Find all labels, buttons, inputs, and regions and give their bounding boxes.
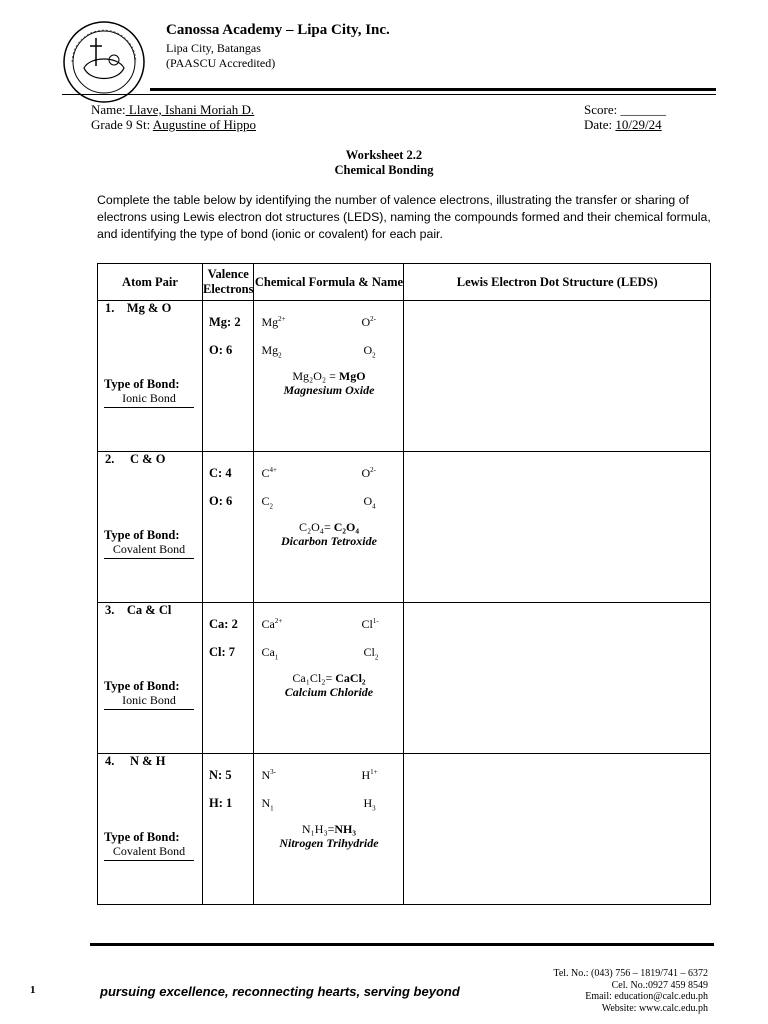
- subscript-second: $O_4$: [363, 494, 376, 511]
- type-of-bond-value: Ionic Bond: [104, 693, 194, 710]
- page-number: 1: [30, 984, 36, 996]
- grade-value: Augustine of Hippo: [152, 117, 257, 132]
- valence-second: O: 6: [209, 343, 233, 357]
- footer-rule: [90, 943, 714, 946]
- instructions: Complete the table below by identifying the number of valence electrons, illustrating the transfer or sharing of electrons using Lewis electron dot structures (LEDS), naming the compounds formed and their chemical formula, and identifying the type of bond (ionic or covalent) for each pair.: [97, 193, 711, 241]
- atom-pair: 4. N & H: [105, 754, 166, 768]
- subscript-first: $Ca_1$: [261, 645, 279, 662]
- school-location: Lipa City, Batangas: [166, 41, 261, 55]
- formula-cell: [254, 603, 404, 754]
- subscript-second: $Cl_2$: [363, 645, 379, 662]
- valence-cell: [203, 301, 254, 452]
- header-atom-pair: Atom Pair: [98, 264, 203, 301]
- school-name: Canossa Academy – Lipa City, Inc.: [166, 22, 390, 38]
- formula: Ca₁Cl₂= CaCl₂: [292, 671, 366, 685]
- header-valence: Valence Electrons: [203, 264, 254, 301]
- valence-first: N: 5: [209, 768, 232, 782]
- type-of-bond-value: Ionic Bond: [104, 391, 194, 408]
- school-accreditation: (PAASCU Accredited): [166, 56, 276, 70]
- compound-name: Nitrogen Trihydride: [279, 836, 379, 850]
- leds-cell[interactable]: [404, 603, 711, 754]
- date-value: 10/29/24: [615, 117, 662, 132]
- grade-label: Grade 9 St:: [91, 117, 151, 132]
- bonding-table: [97, 263, 711, 905]
- ion-first: $Ca^{2+}$: [261, 617, 283, 631]
- subscript-second: $O_2$: [363, 343, 376, 360]
- table-header-row: [98, 264, 711, 301]
- score-label: Score:: [584, 102, 618, 117]
- atom-pair-cell: [98, 603, 203, 754]
- worksheet-topic: Chemical Bonding: [334, 163, 434, 177]
- valence-second: Cl: 7: [209, 645, 236, 659]
- header-rule-thin: [62, 94, 716, 95]
- valence-second: O: 6: [209, 494, 233, 508]
- date-label: Date:: [584, 117, 613, 132]
- compound-name: Calcium Chloride: [284, 685, 374, 699]
- score-field: [584, 102, 666, 118]
- date-field: [584, 117, 662, 133]
- score-value: _______: [620, 102, 666, 117]
- formula-cell: [254, 452, 404, 603]
- contact-info: [553, 968, 708, 1014]
- ion-second: $Cl^{1-}$: [361, 617, 379, 631]
- ion-first: $C^{4+}$: [261, 466, 277, 480]
- ion-first: $N^{3-}$: [261, 768, 276, 782]
- school-logo: [62, 20, 146, 104]
- grade-field: [91, 117, 256, 133]
- subscript-first: $N_1$: [261, 796, 274, 813]
- table-row: [98, 754, 711, 905]
- subscript-first: $Mg_2$: [261, 343, 282, 360]
- school-motto: pursuing excellence, reconnecting hearts, serving beyond: [100, 984, 460, 999]
- subscript-second: $H_3$: [363, 796, 376, 813]
- atom-pair-cell: [98, 754, 203, 905]
- formula: C₂O₄= C₂O₄: [298, 520, 359, 534]
- valence-cell: [203, 603, 254, 754]
- formula: N₁H₃=NH₃: [301, 822, 356, 836]
- contact-website: Website: www.calc.edu.ph: [601, 1002, 708, 1014]
- header-rule: [150, 88, 716, 91]
- ion-second: $O^{2-}$: [361, 315, 376, 329]
- leds-cell[interactable]: [404, 452, 711, 603]
- table-row: [98, 452, 711, 603]
- type-of-bond-value: Covalent Bond: [104, 844, 194, 861]
- valence-first: C: 4: [209, 466, 232, 480]
- compound-name: Magnesium Oxide: [283, 383, 375, 397]
- ion-first: $Mg^{2+}$: [261, 315, 286, 329]
- atom-pair-cell: [98, 452, 203, 603]
- name-label: Name:: [91, 102, 126, 117]
- type-of-bond-label: Type of Bond:: [104, 528, 180, 542]
- atom-pair-cell: [98, 301, 203, 452]
- atom-pair: 3. Ca & Cl: [105, 603, 172, 617]
- type-of-bond-label: Type of Bond:: [104, 377, 180, 391]
- valence-first: Ca: 2: [209, 617, 238, 631]
- atom-pair: 1. Mg & O: [105, 301, 172, 315]
- subscript-first: $C_2$: [261, 494, 273, 511]
- type-of-bond-label: Type of Bond:: [104, 679, 180, 693]
- header-formula: Chemical Formula & Name: [254, 264, 404, 301]
- compound-name: Dicarbon Tetroxide: [281, 534, 377, 548]
- formula-cell: [254, 301, 404, 452]
- leds-cell[interactable]: [404, 754, 711, 905]
- header-leds: Lewis Electron Dot Structure (LEDS): [404, 264, 711, 301]
- type-of-bond-label: Type of Bond:: [104, 830, 180, 844]
- ion-second: $H^{1+}$: [361, 768, 378, 782]
- leds-cell[interactable]: [404, 301, 711, 452]
- name-value: Llave, Ishani Moriah D.: [125, 102, 255, 117]
- table-row: [98, 603, 711, 754]
- worksheet-number: Worksheet 2.2: [345, 148, 423, 162]
- formula-cell: [254, 754, 404, 905]
- valence-second: H: 1: [209, 796, 233, 810]
- ion-second: $O^{2-}$: [361, 466, 376, 480]
- name-field: [91, 102, 254, 118]
- table-row: [98, 301, 711, 452]
- atom-pair: 2. C & O: [105, 452, 166, 466]
- formula: Mg₂O₂ = MgO: [292, 369, 366, 383]
- contact-cel: Cel. No.:0927 459 8549: [611, 979, 708, 991]
- valence-cell: [203, 452, 254, 603]
- valence-first: Mg: 2: [209, 315, 241, 329]
- type-of-bond-value: Covalent Bond: [104, 542, 194, 559]
- valence-cell: [203, 754, 254, 905]
- contact-tel: Tel. No.: (043) 756 – 1819/741 – 6372: [553, 968, 708, 979]
- contact-email: Email: education@calc.edu.ph: [585, 991, 708, 1002]
